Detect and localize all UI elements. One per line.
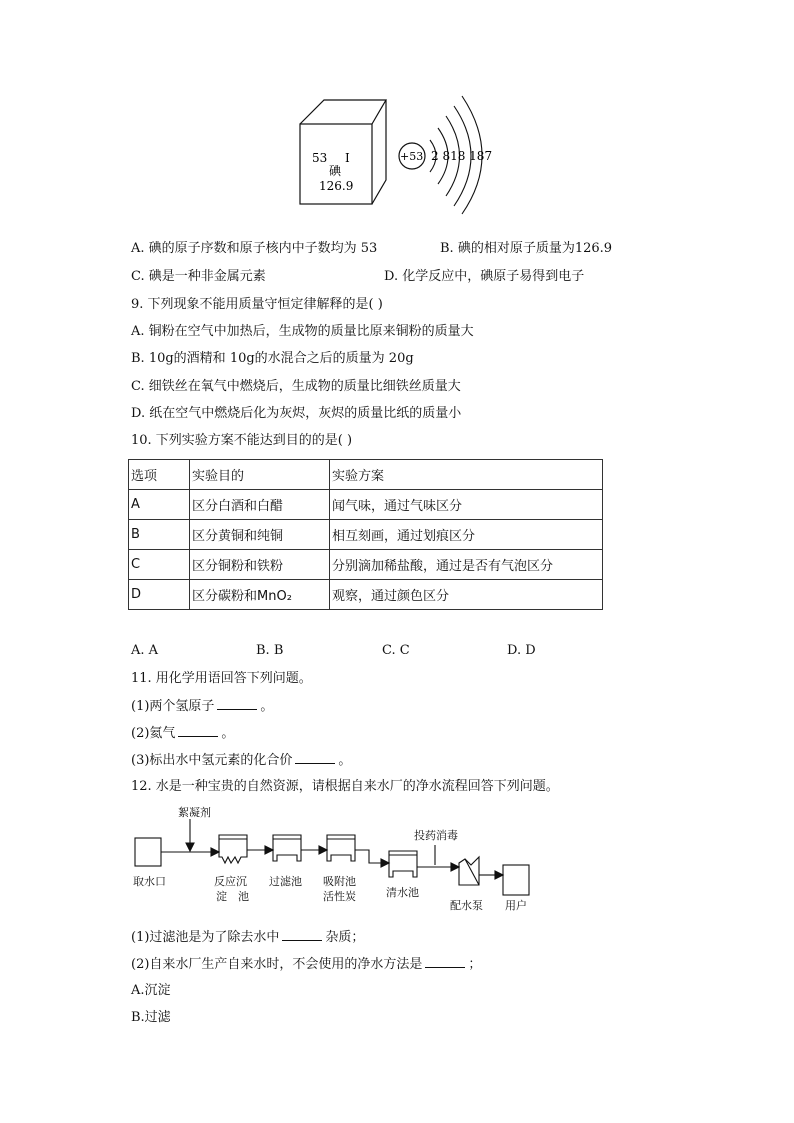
table-cell: 相互刻画，通过划痕区分	[330, 520, 603, 550]
table-cell: 区分白酒和白醋	[190, 490, 330, 520]
label-filter: 过滤池	[269, 875, 302, 888]
iodine-element-figure	[290, 90, 510, 215]
q11-part-3	[131, 751, 351, 770]
answer-blank[interactable]	[282, 928, 322, 941]
table-header-cell: 实验方案	[330, 460, 603, 490]
cube-top-face	[300, 100, 386, 124]
q12-part-1-tail: 杂质；	[325, 930, 365, 945]
table-cell: 区分碳粉和MnO₂	[190, 580, 330, 610]
q10-option-a: A. A	[131, 643, 159, 658]
flow-arrow-line	[355, 850, 381, 863]
q11-part-2-text: (2)氦气	[131, 726, 176, 741]
period: 。	[338, 753, 352, 768]
q11-stem: 11. 用化学用语回答下列问题。	[131, 671, 312, 686]
label-pump: 配水泵	[450, 899, 483, 912]
label-coagulant: 絮凝剂	[178, 806, 211, 819]
q10-stem: 10. 下列实验方案不能达到目的的是( )	[131, 433, 353, 448]
label-disinfect: 投药消毒	[414, 829, 458, 842]
flow-arrow-head	[451, 863, 459, 871]
label-intake: 取水口	[133, 875, 166, 888]
q8-option-b: B. 碘的相对原子质量为126.9	[440, 241, 613, 256]
flow-arrow-head	[265, 846, 273, 854]
table-row	[129, 550, 603, 580]
label-adsorb-2: 活性炭	[323, 890, 356, 903]
period: 。	[260, 699, 274, 714]
table-row	[129, 490, 603, 520]
q10-option-c: C. C	[382, 643, 410, 658]
table-header-cell: 选项	[129, 460, 190, 490]
flow-arrow-head	[381, 859, 389, 867]
table-cell: C	[129, 550, 190, 580]
q10-option-d: D. D	[507, 643, 536, 658]
table-row	[129, 520, 603, 550]
q12-stem: 12. 水是一种宝贵的自然资源，请根据自来水厂的净水流程回答下列问题。	[131, 779, 559, 794]
q8-option-d: D. 化学反应中，碘原子易得到电子	[384, 269, 585, 284]
table-cell: A	[129, 490, 190, 520]
coagulant-arrow-head	[186, 843, 194, 851]
q12-part-1	[131, 928, 364, 947]
table-header-row	[129, 460, 603, 490]
element-mass: 126.9	[319, 179, 354, 193]
table-cell: 区分黄铜和纯铜	[190, 520, 330, 550]
label-clear-water: 清水池	[386, 886, 419, 899]
q12-part-2-text: (2)自来水厂生产自来水时，不会使用的净水方法是	[131, 957, 423, 972]
element-symbol: I	[345, 151, 350, 165]
answer-blank[interactable]	[425, 955, 465, 968]
period: 。	[221, 726, 235, 741]
table-cell: 观察，通过颜色区分	[330, 580, 603, 610]
q11-part-3-text: (3)标出水中氢元素的化合价	[131, 753, 293, 768]
table-row	[129, 580, 603, 610]
element-number: 53	[312, 151, 328, 165]
q9-option-d: D. 纸在空气中燃烧后化为灰烬，灰烬的质量比纸的质量小	[131, 406, 462, 421]
label-adsorb-1: 吸附池	[323, 875, 356, 888]
answer-blank[interactable]	[295, 751, 335, 764]
q11-part-2	[131, 724, 234, 743]
q10-option-b: B. B	[256, 643, 284, 658]
nucleus-charge: +53	[400, 150, 424, 163]
q12-option-b: B.过滤	[131, 1010, 171, 1025]
q9-option-a: A. 铜粉在空气中加热后，生成物的质量比原来铜粉的质量大	[131, 324, 474, 339]
table-cell: D	[129, 580, 190, 610]
answer-blank[interactable]	[178, 724, 218, 737]
table-cell: B	[129, 520, 190, 550]
flow-arrow-head	[495, 871, 503, 879]
q12-part-2	[131, 955, 481, 974]
water-treatment-flow-diagram	[125, 805, 545, 920]
pump-diagonal	[465, 859, 479, 885]
label-reaction-2: 淀 池	[216, 890, 249, 903]
cube-side-face	[372, 100, 386, 204]
answer-blank[interactable]	[217, 697, 257, 710]
q9-option-c: C. 细铁丝在氧气中燃烧后，生成物的质量比细铁丝质量大	[131, 379, 461, 394]
q12-part-2-tail: ；	[468, 957, 482, 972]
user-box	[503, 865, 529, 895]
pump-shape	[459, 857, 479, 885]
q9-option-b: B. 10g的酒精和 10g的水混合之后的质量为 20g	[131, 351, 414, 366]
intake-box	[135, 838, 161, 866]
label-user: 用户	[505, 899, 527, 912]
flow-arrow-head	[319, 846, 327, 854]
table-cell: 分别滴加稀盐酸，通过是否有气泡区分	[330, 550, 603, 580]
label-reaction-1: 反应沉	[214, 875, 247, 888]
table-cell: 区分铜粉和铁粉	[190, 550, 330, 580]
q12-part-1-text: (1)过滤池是为了除去水中	[131, 930, 280, 945]
q8-option-c: C. 碘是一种非金属元素	[131, 269, 266, 284]
q11-part-1-text: (1)两个氢原子	[131, 699, 215, 714]
table-cell: 闻气味，通过气味区分	[330, 490, 603, 520]
q11-part-1	[131, 697, 273, 716]
flow-arrow-head	[211, 848, 219, 856]
table-header-cell: 实验目的	[190, 460, 330, 490]
q12-option-a: A.沉淀	[131, 983, 171, 998]
q8-option-a: A. 碘的原子序数和原子核内中子数均为 53	[131, 241, 378, 256]
q9-stem: 9. 下列现象不能用质量守恒定律解释的是( )	[131, 297, 383, 312]
q10-experiment-table	[128, 459, 603, 610]
electron-shell-numbers: 2 818 187	[431, 149, 493, 163]
element-name: 碘	[329, 164, 342, 178]
